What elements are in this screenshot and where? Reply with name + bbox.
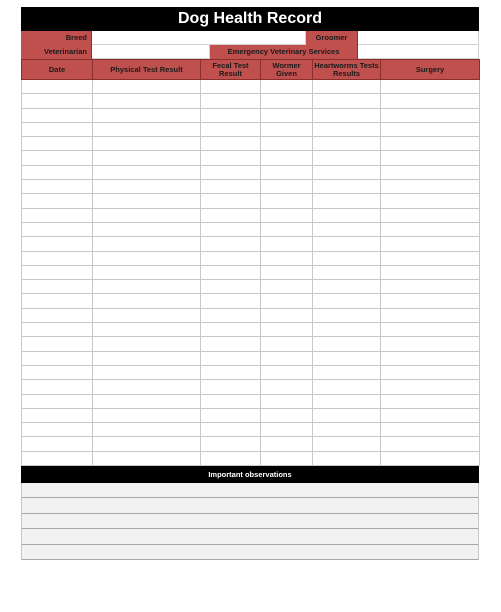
table-cell[interactable] [201, 94, 261, 108]
table-cell[interactable] [313, 137, 381, 151]
table-row [22, 294, 480, 308]
table-cell[interactable] [22, 108, 93, 122]
table-cell[interactable] [261, 180, 313, 194]
table-cell[interactable] [381, 208, 480, 222]
table-cell[interactable] [201, 394, 261, 408]
table-cell[interactable] [381, 137, 480, 151]
table-cell[interactable] [381, 308, 480, 322]
table-cell[interactable] [381, 80, 480, 94]
table-cell[interactable] [22, 180, 93, 194]
table-cell[interactable] [261, 451, 313, 465]
table-cell[interactable] [261, 308, 313, 322]
table-cell[interactable] [261, 222, 313, 236]
table-cell[interactable] [22, 308, 93, 322]
table-cell[interactable] [261, 423, 313, 437]
column-header-fecal-test: Fecal Test Result [201, 60, 261, 80]
table-cell[interactable] [261, 94, 313, 108]
table-cell[interactable] [93, 337, 201, 351]
table-cell[interactable] [381, 194, 480, 208]
table-cell[interactable] [93, 80, 201, 94]
table-cell[interactable] [261, 208, 313, 222]
table-cell[interactable] [261, 351, 313, 365]
table-cell[interactable] [313, 323, 381, 337]
table-cell[interactable] [22, 437, 93, 451]
table-cell[interactable] [22, 165, 93, 179]
table-row [22, 351, 480, 365]
table-cell[interactable] [313, 265, 381, 279]
table-cell[interactable] [201, 437, 261, 451]
column-header-surgery: Surgery [381, 60, 480, 80]
table-cell[interactable] [381, 380, 480, 394]
table-row [22, 337, 480, 351]
table-cell[interactable] [93, 94, 201, 108]
table-row [22, 222, 480, 236]
page-title: Dog Health Record [21, 7, 479, 31]
table-cell[interactable] [22, 151, 93, 165]
table-cell[interactable] [201, 323, 261, 337]
table-cell[interactable] [313, 308, 381, 322]
table-cell[interactable] [93, 251, 201, 265]
table-row [22, 423, 480, 437]
table-cell[interactable] [22, 394, 93, 408]
table-cell[interactable] [22, 94, 93, 108]
table-cell[interactable] [93, 122, 201, 136]
table-cell[interactable] [93, 237, 201, 251]
table-cell[interactable] [381, 108, 480, 122]
table-cell[interactable] [93, 294, 201, 308]
table-cell[interactable] [22, 451, 93, 465]
table-cell[interactable] [261, 280, 313, 294]
table-row [22, 451, 480, 465]
health-record-table [21, 59, 480, 466]
observation-line[interactable] [21, 498, 479, 513]
table-cell[interactable] [261, 151, 313, 165]
table-cell[interactable] [313, 108, 381, 122]
table-cell[interactable] [381, 323, 480, 337]
observation-line[interactable] [21, 529, 479, 544]
table-cell[interactable] [22, 408, 93, 422]
table-row [22, 308, 480, 322]
table-row [22, 208, 480, 222]
table-cell[interactable] [201, 451, 261, 465]
table-cell[interactable] [93, 137, 201, 151]
table-cell[interactable] [381, 151, 480, 165]
table-cell[interactable] [261, 408, 313, 422]
table-cell[interactable] [381, 451, 480, 465]
table-cell[interactable] [381, 94, 480, 108]
table-cell[interactable] [93, 308, 201, 322]
table-cell[interactable] [313, 394, 381, 408]
table-row [22, 137, 480, 151]
breed-label: Breed [21, 31, 92, 45]
info-row-breed-groomer [21, 31, 479, 45]
table-cell[interactable] [201, 280, 261, 294]
table-cell[interactable] [313, 280, 381, 294]
groomer-field[interactable] [358, 31, 479, 45]
observation-line[interactable] [21, 514, 479, 529]
table-cell[interactable] [201, 222, 261, 236]
table-cell[interactable] [313, 208, 381, 222]
table-cell[interactable] [261, 294, 313, 308]
table-cell[interactable] [201, 294, 261, 308]
dog-health-record-sheet [21, 7, 479, 560]
table-cell[interactable] [381, 408, 480, 422]
table-cell[interactable] [93, 180, 201, 194]
table-cell[interactable] [201, 337, 261, 351]
table-cell[interactable] [93, 280, 201, 294]
table-cell[interactable] [93, 108, 201, 122]
table-cell[interactable] [313, 151, 381, 165]
table-cell[interactable] [201, 151, 261, 165]
table-cell[interactable] [201, 308, 261, 322]
table-row [22, 323, 480, 337]
observations-header: Important observations [21, 466, 479, 483]
table-cell[interactable] [201, 365, 261, 379]
table-cell[interactable] [381, 337, 480, 351]
table-cell[interactable] [22, 337, 93, 351]
table-cell[interactable] [381, 294, 480, 308]
table-cell[interactable] [381, 122, 480, 136]
table-cell[interactable] [313, 94, 381, 108]
table-cell[interactable] [381, 280, 480, 294]
table-cell[interactable] [22, 294, 93, 308]
table-cell[interactable] [261, 394, 313, 408]
table-cell[interactable] [313, 408, 381, 422]
table-cell[interactable] [93, 394, 201, 408]
table-row [22, 94, 480, 108]
table-cell[interactable] [22, 351, 93, 365]
table-cell[interactable] [22, 237, 93, 251]
breed-field[interactable] [92, 31, 306, 45]
table-cell[interactable] [201, 380, 261, 394]
table-cell[interactable] [22, 265, 93, 279]
table-row [22, 180, 480, 194]
table-cell[interactable] [313, 351, 381, 365]
table-row [22, 394, 480, 408]
table-cell[interactable] [313, 437, 381, 451]
veterinarian-field[interactable] [92, 45, 210, 59]
table-cell[interactable] [313, 380, 381, 394]
table-cell[interactable] [22, 80, 93, 94]
table-cell[interactable] [201, 265, 261, 279]
table-cell[interactable] [201, 408, 261, 422]
table-cell[interactable] [381, 251, 480, 265]
table-cell[interactable] [261, 251, 313, 265]
groomer-label: Groomer [306, 31, 358, 45]
table-row [22, 437, 480, 451]
table-cell[interactable] [93, 194, 201, 208]
table-cell[interactable] [22, 380, 93, 394]
table-cell[interactable] [313, 180, 381, 194]
table-cell[interactable] [261, 380, 313, 394]
table-cell[interactable] [201, 180, 261, 194]
table-cell[interactable] [93, 423, 201, 437]
table-cell[interactable] [93, 208, 201, 222]
table-cell[interactable] [313, 251, 381, 265]
table-cell[interactable] [93, 351, 201, 365]
veterinarian-label: Veterinarian [21, 45, 92, 59]
table-cell[interactable] [261, 437, 313, 451]
table-cell[interactable] [313, 451, 381, 465]
table-cell[interactable] [93, 365, 201, 379]
table-row [22, 380, 480, 394]
table-cell[interactable] [93, 222, 201, 236]
table-cell[interactable] [93, 165, 201, 179]
table-cell[interactable] [381, 394, 480, 408]
table-cell[interactable] [93, 380, 201, 394]
table-cell[interactable] [313, 423, 381, 437]
table-cell[interactable] [22, 251, 93, 265]
table-cell[interactable] [261, 323, 313, 337]
table-cell[interactable] [201, 80, 261, 94]
table-cell[interactable] [313, 122, 381, 136]
table-cell[interactable] [201, 137, 261, 151]
table-cell[interactable] [313, 365, 381, 379]
emergency-services-label: Emergency Veterinary Services [210, 45, 358, 59]
table-cell[interactable] [261, 108, 313, 122]
table-cell[interactable] [22, 365, 93, 379]
table-cell[interactable] [313, 165, 381, 179]
table-cell[interactable] [22, 122, 93, 136]
table-row [22, 408, 480, 422]
table-cell[interactable] [22, 194, 93, 208]
table-cell[interactable] [313, 337, 381, 351]
table-cell[interactable] [313, 222, 381, 236]
table-cell[interactable] [313, 294, 381, 308]
table-cell[interactable] [22, 208, 93, 222]
table-row [22, 151, 480, 165]
observations-area [21, 483, 479, 560]
table-cell[interactable] [201, 237, 261, 251]
table-cell[interactable] [201, 108, 261, 122]
table-cell[interactable] [381, 180, 480, 194]
table-row [22, 365, 480, 379]
emergency-services-field[interactable] [358, 45, 479, 59]
column-header-date: Date [22, 60, 93, 80]
table-cell[interactable] [201, 351, 261, 365]
column-header-physical-test: Physical Test Result [93, 60, 201, 80]
table-cell[interactable] [381, 365, 480, 379]
table-cell[interactable] [381, 222, 480, 236]
table-cell[interactable] [381, 437, 480, 451]
info-row-vet-emergency [21, 45, 479, 59]
table-cell[interactable] [93, 437, 201, 451]
column-header-wormer: Wormer Given [261, 60, 313, 80]
table-row [22, 80, 480, 94]
table-cell[interactable] [201, 122, 261, 136]
table-cell[interactable] [381, 423, 480, 437]
table-cell[interactable] [93, 151, 201, 165]
table-cell[interactable] [93, 323, 201, 337]
table-cell[interactable] [261, 265, 313, 279]
table-cell[interactable] [22, 222, 93, 236]
table-cell[interactable] [261, 137, 313, 151]
observation-line[interactable] [21, 483, 479, 498]
table-cell[interactable] [381, 351, 480, 365]
table-cell[interactable] [93, 408, 201, 422]
table-cell[interactable] [93, 265, 201, 279]
table-cell[interactable] [261, 194, 313, 208]
table-cell[interactable] [22, 137, 93, 151]
table-cell[interactable] [261, 122, 313, 136]
table-cell[interactable] [22, 323, 93, 337]
table-cell[interactable] [261, 365, 313, 379]
table-cell[interactable] [201, 251, 261, 265]
table-cell[interactable] [93, 451, 201, 465]
table-row [22, 237, 480, 251]
table-cell[interactable] [313, 237, 381, 251]
table-row [22, 122, 480, 136]
table-row [22, 251, 480, 265]
table-row [22, 194, 480, 208]
table-cell[interactable] [313, 194, 381, 208]
table-cell[interactable] [261, 337, 313, 351]
table-cell[interactable] [201, 208, 261, 222]
table-cell[interactable] [22, 280, 93, 294]
table-header-row [22, 60, 480, 80]
table-cell[interactable] [22, 423, 93, 437]
table-row [22, 265, 480, 279]
table-cell[interactable] [381, 165, 480, 179]
table-cell[interactable] [381, 265, 480, 279]
table-row [22, 280, 480, 294]
column-header-heartworms: Heartworms Tests Results [314, 60, 379, 78]
observation-line[interactable] [21, 545, 479, 560]
table-row [22, 108, 480, 122]
table-cell[interactable] [261, 165, 313, 179]
table-cell[interactable] [313, 80, 381, 94]
table-row [22, 165, 480, 179]
table-cell[interactable] [261, 80, 313, 94]
table-cell[interactable] [201, 423, 261, 437]
table-body [22, 80, 480, 466]
table-cell[interactable] [381, 237, 480, 251]
table-cell[interactable] [201, 165, 261, 179]
table-cell[interactable] [261, 237, 313, 251]
table-cell[interactable] [201, 194, 261, 208]
